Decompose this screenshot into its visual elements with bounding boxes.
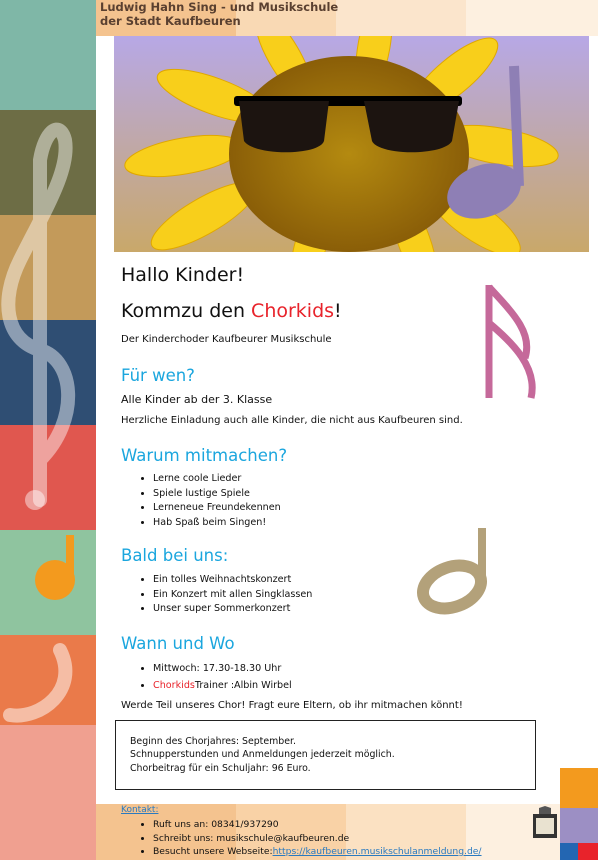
list-item: • Lerneneue Freundekennen bbox=[153, 501, 281, 516]
age-line: Alle Kinder ab der 3. Klasse bbox=[121, 393, 273, 406]
closing-line: Werde Teil unseres Chor! Fragt eure Eltern, ob ihr mitmachen könnt! bbox=[121, 700, 463, 711]
list-item: • Ein Konzert mit allen Singklassen bbox=[153, 588, 312, 603]
section-heading-warum: Warum mitmachen? bbox=[121, 446, 288, 465]
invite-heading: Kommzu den Chorkids! bbox=[121, 300, 342, 322]
list-item: • ChorkidsTrainer :Albin Wirbel bbox=[153, 677, 292, 694]
treble-clef-icon bbox=[0, 0, 96, 860]
intro-text: Der Kinderchoder Kaufbeurer Musikschule bbox=[121, 334, 332, 345]
list-item: • Mittwoch: 17.30-18.30 Uhr bbox=[153, 660, 292, 677]
info-line-beitrag: Chorbeitrag für ein Schuljahr: 96 Euro. bbox=[130, 763, 311, 774]
wann-list bbox=[135, 660, 292, 694]
greeting-heading: Hallo Kinder! bbox=[121, 264, 245, 286]
info-line-start: Beginn des Chorjahres: September. bbox=[130, 736, 296, 747]
corner-decoration bbox=[560, 768, 598, 860]
contact-list bbox=[135, 818, 482, 859]
list-item: • Hab Spaß beim Singen! bbox=[153, 516, 281, 531]
info-line-schnupper: Schnupperstunden und Anmeldungen jederzeit möglich. bbox=[130, 749, 395, 760]
sixteenth-note-icon bbox=[483, 283, 543, 403]
list-item: • Lerne coole Lieder bbox=[153, 472, 281, 487]
info-box bbox=[115, 720, 536, 790]
sunflower-with-sunglasses-image bbox=[114, 36, 589, 252]
half-note-icon bbox=[412, 525, 502, 615]
website-item: • Besucht unsere Webseite:https://kaufbeuren.musikschulanmeldung.de/ bbox=[153, 845, 482, 859]
list-item: • Spiele lustige Spiele bbox=[153, 487, 281, 502]
bald-list bbox=[135, 573, 312, 617]
section-heading-bald: Bald bei uns: bbox=[121, 546, 229, 565]
left-decorative-strip bbox=[0, 0, 96, 860]
email-item[interactable]: • Schreibt uns: musikschule@kaufbeuren.de bbox=[153, 832, 482, 846]
school-name: Ludwig Hahn Sing - und Musikschule der Stadt Kaufbeuren bbox=[100, 0, 339, 28]
section-heading-fuer-wen: Für wen? bbox=[121, 366, 195, 385]
school-crest-icon bbox=[531, 806, 559, 840]
invitation-line: Herzliche Einladung auch alle Kinder, die nicht aus Kaufbeuren sind. bbox=[121, 415, 463, 426]
phone-item[interactable]: • Ruft uns an: 08341/937290 bbox=[153, 818, 482, 832]
website-link[interactable]: https://kaufbeuren.musikschulanmeldung.de/ bbox=[272, 846, 482, 857]
list-item: • Ein tolles Weihnachtskonzert bbox=[153, 573, 312, 588]
section-heading-wann: Wann und Wo bbox=[121, 634, 235, 653]
kontakt-label: Kontakt: bbox=[121, 805, 159, 815]
chorkids-highlight: Chorkids bbox=[251, 300, 335, 322]
list-item: • Unser super Sommerkonzert bbox=[153, 602, 312, 617]
warum-list bbox=[135, 472, 281, 530]
